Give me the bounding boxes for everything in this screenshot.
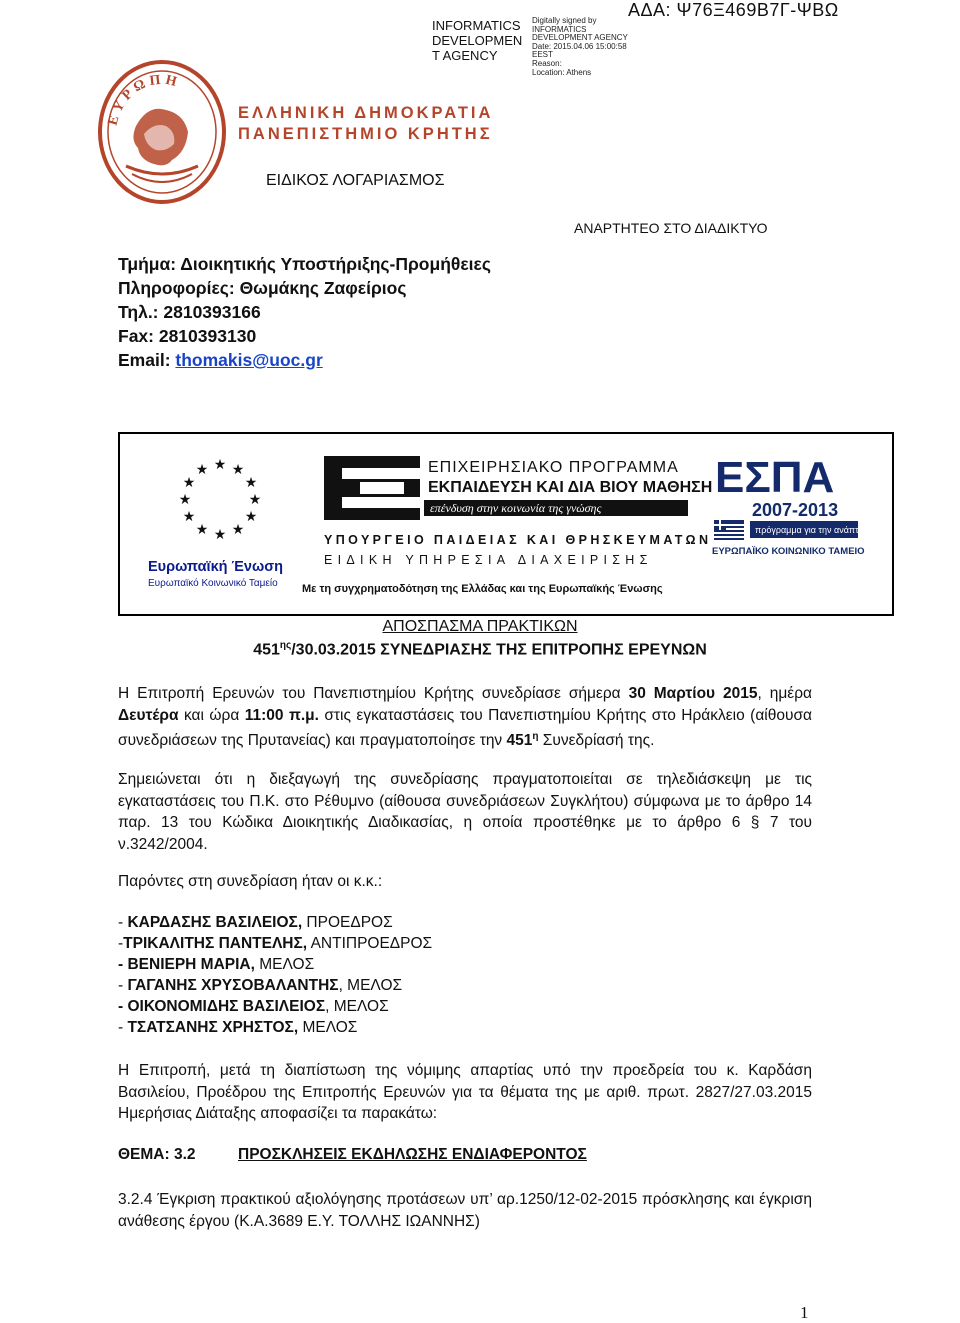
cofinance-statement: Με τη συγχρηματοδότηση της Ελλάδας και της Ευρωπαϊκής Ένωσης xyxy=(302,583,663,595)
meeting-paragraph xyxy=(118,683,812,752)
post-online-notice: ΑΝΑΡΤΗΤΕΟ ΣΤΟ ΔΙΑΔΙΚΤΥΟ xyxy=(574,220,768,236)
espa-fund-label: ΕΥΡΩΠΑΪΚΟ ΚΟΙΝΩΝΙΚΟ ΤΑΜΕΙΟ xyxy=(712,546,865,557)
quorum-paragraph: Η Επιτροπή, μετά τη διαπίστωση της νόμιμης απαρτίας υπό την προεδρεία του κ. Καρδάση Βασιλείου, Προέδρου της Επιτροπής Ερευνών για τα θέματα της με αριθ. πρωτ. 2827/27.03.2015 Ημερήσιας Διάταξης αποφασίζει τα παρακάτω: xyxy=(118,1062,812,1122)
svg-text:★: ★ xyxy=(178,492,192,508)
signature-detail-line: Reason: xyxy=(532,58,562,68)
member-role: ΜΕΛΟΣ xyxy=(298,1019,358,1036)
ministry-name: ΥΠΟΥΡΓΕΙΟ ΠΑΙΔΕΙΑΣ ΚΑΙ ΘΡΗΣΚΕΥΜΑΤΩΝ xyxy=(324,533,712,547)
meeting-date: 30 Μαρτίου 2015 xyxy=(628,685,758,702)
meeting-weekday: Δευτέρα xyxy=(118,706,179,724)
signature-detail-line: EEST xyxy=(532,50,553,60)
meeting-number: 451 xyxy=(253,641,280,659)
signature-agency-line: INFORMATICS xyxy=(432,18,521,33)
signature-agency xyxy=(432,18,532,63)
session-number: 451 xyxy=(506,732,533,750)
university-seal-logo xyxy=(96,56,228,206)
signature-detail-line: DEVELOPMENT AGENCY xyxy=(532,33,628,43)
signature-details xyxy=(532,17,632,77)
funding-banner xyxy=(118,432,894,616)
programme-title: ΕΠΙΧΕΙΡΗΣΙΑΚΟ ΠΡΟΓΡΑΜΜΑ xyxy=(428,459,679,476)
member-item xyxy=(118,1019,357,1037)
eu-fund-label: Ευρωπαϊκό Κοινωνικό Ταμείο xyxy=(148,578,278,589)
member-name: ΒΕΝΙΕΡΗ ΜΑΡΙΑ, xyxy=(127,956,255,973)
programme-tagline: επένδυση στην κοινωνία της γνώσης xyxy=(430,501,602,515)
member-item xyxy=(118,935,432,953)
theme-label: ΘΕΜΑ: 3.2 xyxy=(118,1146,196,1163)
page-number: 1 xyxy=(800,1303,809,1322)
university-heading: ΠΑΝΕΠΙΣΤΗΜΙΟ ΚΡΗΤΗΣ xyxy=(238,125,493,143)
signature-agency-line: DEVELOPMEN xyxy=(432,33,523,48)
espa-years: 2007-2013 xyxy=(752,500,839,520)
member-item xyxy=(118,956,314,974)
member-prefix: - xyxy=(118,914,128,931)
member-prefix: - xyxy=(118,956,128,973)
member-prefix: - xyxy=(118,977,128,994)
para1-text: και ώρα xyxy=(178,706,245,724)
programme-logo-icon xyxy=(324,456,420,520)
meeting-number-suffix: ης xyxy=(279,640,292,651)
email-label: Email: xyxy=(118,350,176,370)
excerpt-title: ΑΠΟΣΠΑΣΜΑ ΠΡΑΚΤΙΚΩΝ xyxy=(382,618,578,635)
meeting-heading xyxy=(0,640,960,659)
member-name: ΚΑΡΔΑΣΗΣ ΒΑΣΙΛΕΙΟΣ, xyxy=(127,914,303,931)
signature-detail-line: Location: Athens xyxy=(532,67,592,77)
member-role: , ΜΕΛΟΣ xyxy=(338,977,403,994)
svg-text:★: ★ xyxy=(231,522,245,538)
signature-detail-line: INFORMATICS xyxy=(532,24,587,34)
svg-text:★: ★ xyxy=(244,475,258,491)
para1-text: , ημέρα xyxy=(757,685,812,702)
phone-line: Τηλ.: 2810393166 xyxy=(118,302,261,322)
theme-title: ΠΡΟΣΚΛΗΣΕΙΣ ΕΚΔΗΛΩΣΗΣ ΕΝΔΙΑΦΕΡΟΝΤΟΣ xyxy=(238,1146,587,1163)
special-account-heading: ΕΙΔΙΚΟΣ ΛΟΓΑΡΙΑΣΜΟΣ xyxy=(266,172,445,189)
member-prefix: - xyxy=(118,935,124,952)
email-line xyxy=(118,350,323,371)
member-role: ΠΡΟΕΔΡΟΣ xyxy=(302,914,393,931)
email-link[interactable]: thomakis@uoc.gr xyxy=(175,350,323,370)
member-name: ΓΑΓΑΝΗΣ ΧΡΥΣΟΒΑΛΑΝΤΗΣ xyxy=(127,977,339,994)
svg-text:★: ★ xyxy=(195,462,209,478)
management-service-name: ΕΙΔΙΚΗ ΥΠΗΡΕΣΙΑ ΔΙΑΧΕΙΡΙΣΗΣ xyxy=(324,553,653,567)
member-item xyxy=(118,914,393,932)
programme-subtitle: ΕΚΠΑΙΔΕΥΣΗ ΚΑΙ ΔΙΑ ΒΙΟΥ ΜΑΘΗΣΗ xyxy=(428,479,713,496)
meeting-date-title: /30.03.2015 ΣΥΝΕΔΡΙΑΣΗΣ ΤΗΣ ΕΠΙΤΡΟΠΗΣ ΕΡΕΥΝΩΝ xyxy=(291,641,707,659)
member-role: ΑΝΤΙΠΡΟΕΔΡΟΣ xyxy=(307,935,433,952)
para1-text: Η Επιτροπή Ερευνών του Πανεπιστημίου Κρήτης συνεδρίασε σήμερα xyxy=(118,685,629,702)
svg-text:★: ★ xyxy=(195,522,209,538)
greek-flag-icon xyxy=(714,520,744,540)
session-number-suffix: η xyxy=(532,731,539,742)
svg-text:★: ★ xyxy=(213,527,227,543)
agenda-item: 3.2.4 Έγκριση πρακτικού αξιολόγησης προτάσεων υπ’ αρ.1250/12-02-2015 πρόσκλησης και έγκριση ανάθεσης έργου (Κ.Α.3689 Ε.Υ. ΤΟΛΛΗΣ ΙΩΑΝΝΗΣ) xyxy=(118,1191,812,1230)
svg-text:★: ★ xyxy=(213,457,227,473)
svg-text:★: ★ xyxy=(248,492,262,508)
signature-detail-line: Date: 2015.04.06 15:00:58 xyxy=(532,41,627,51)
teleconference-paragraph: Σημειώνεται ότι η διεξαγωγή της συνεδρίασης πραγματοποιείται σε τηλεδιάσκεψη με τις εγκαταστάσεις του Π.Κ. στο Ρέθυμνο (αίθουσα συνεδριάσεων Συγκλήτου) σύμφωνα με το άρθρο 14 παρ. 13 του Κώδικα Διοικητικής Διαδικασίας, η οποία προστέθηκε με το άρθρο 6 § 7 του ν.3242/2004. xyxy=(118,771,812,853)
eu-label: Ευρωπαϊκή Ένωση xyxy=(148,559,283,575)
signature-detail-line: Digitally signed by xyxy=(532,16,597,25)
seal-text: ΕΥΡΩΠΗ xyxy=(105,72,183,128)
espa-slogan: πρόγραμμα για την ανάπτυξη xyxy=(755,525,873,535)
meeting-time: 11:00 π.μ. xyxy=(244,706,319,724)
member-name: ΟΙΚΟΝΟΜΙΔΗΣ ΒΑΣΙΛΕΙΟΣ xyxy=(127,998,326,1015)
country-heading: ΕΛΛΗΝΙΚΗ ΔΗΜΟΚΡΑΤΙΑ xyxy=(238,104,494,122)
member-prefix: - xyxy=(118,998,128,1015)
member-name: ΤΣΑΤΣΑΝΗΣ ΧΡΗΣΤΟΣ, xyxy=(127,1019,299,1036)
department-line: Τμήμα: Διοικητικής Υποστήριξης-Προμήθειες xyxy=(118,254,491,274)
espa-title: ΕΣΠΑ xyxy=(715,453,835,502)
svg-text:★: ★ xyxy=(182,475,196,491)
ada-code: ΑΔΑ: Ψ76Ξ469Β7Γ-ΨΒΩ xyxy=(628,0,839,20)
fax-line: Fax: 2810393130 xyxy=(118,326,257,346)
eu-flag xyxy=(140,446,300,551)
para1-text: στις εγκαταστάσεις του Πανεπιστημίου Κρήτης στο Ηράκλειο (αίθουσα συνεδριάσεων της Πρυτανείας) και πραγματοποίησε την xyxy=(118,706,812,750)
para1-text: Συνεδρίασή της. xyxy=(538,732,655,750)
svg-text:★: ★ xyxy=(231,462,245,478)
svg-text:★: ★ xyxy=(244,509,258,525)
member-role: ΜΕΛΟΣ xyxy=(254,956,315,973)
present-intro: Παρόντες στη συνεδρίαση ήταν οι κ.κ.: xyxy=(118,873,383,890)
member-name: ΤΡΙΚΑΛΙΤΗΣ ΠΑΝΤΕΛΗΣ, xyxy=(123,935,308,952)
info-contact-line: Πληροφορίες: Θωμάκης Ζαφείριος xyxy=(118,278,407,298)
member-item xyxy=(118,977,402,995)
member-item xyxy=(118,998,389,1016)
signature-agency-line: T AGENCY xyxy=(432,48,498,63)
member-role: , ΜΕΛΟΣ xyxy=(325,998,389,1015)
member-prefix: - xyxy=(118,1019,128,1036)
svg-text:★: ★ xyxy=(182,509,196,525)
